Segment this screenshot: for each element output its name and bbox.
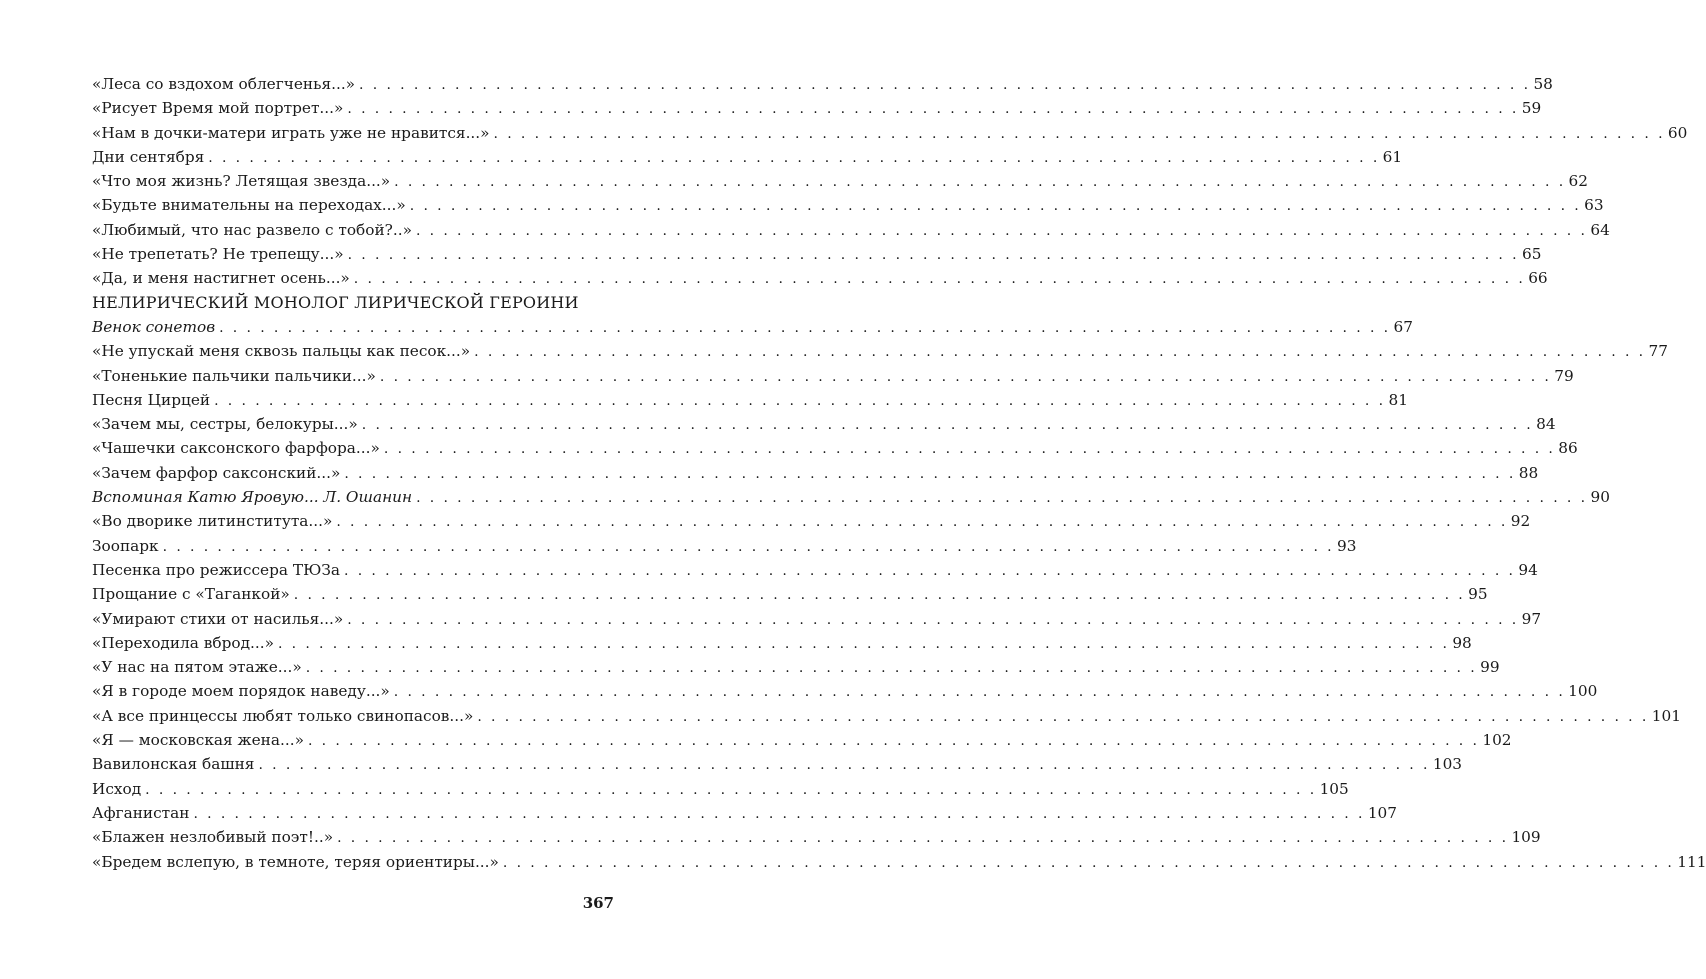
toc-entry bbox=[92, 242, 1542, 266]
toc-entry bbox=[92, 218, 1610, 242]
toc-entry-page: 61 bbox=[1382, 147, 1403, 166]
toc-entry-title: «Я в городе моем порядок наведу...» bbox=[92, 682, 390, 701]
dot-leader: . . . . . . . . . . . . . . . . . . . . . . . . . . . . . . . . . . . . . . . . . . . . . . . . . . . . . . . . . . . . . . . . . . . . . . . . . . . . . . . . . . . . . . bbox=[214, 392, 1386, 409]
toc-entry bbox=[92, 339, 1668, 363]
toc-entry-page: 66 bbox=[1528, 269, 1548, 288]
toc-entry-title: Афганистан bbox=[92, 803, 190, 822]
toc-entry-title: Зоопарк bbox=[92, 536, 159, 555]
toc-entry bbox=[92, 96, 1542, 120]
toc-entry-title: «Бредем вслепую, в темноте, теряя ориентиры...» bbox=[92, 852, 499, 871]
dot-leader: . . . . . . . . . . . . . . . . . . . . . . . . . . . . . . . . . . . . . . . . . . . . . . . . . . . . . . . . . . . . . . . . . . . . . . . . . . . . . . . . . . . . . . bbox=[305, 660, 1478, 677]
toc-entry-title: «Я — московская жена...» bbox=[92, 731, 304, 750]
dot-leader: . . . . . . . . . . . . . . . . . . . . . . . . . . . . . . . . . . . . . . . . . . . . . . . . . . . . . . . . . . . . . . . . . . . . . . . . . . . . . . . . . . . . . . bbox=[208, 149, 1380, 166]
toc-entry bbox=[92, 534, 1357, 558]
toc-entry bbox=[92, 485, 1610, 509]
toc-entry bbox=[92, 193, 1604, 217]
toc-entry bbox=[92, 825, 1541, 849]
toc-entry-title: Прощание с «Таганкой» bbox=[92, 585, 290, 604]
toc-entry-page: 97 bbox=[1521, 609, 1542, 628]
toc-entry-page: 77 bbox=[1648, 342, 1668, 361]
dot-leader: . . . . . . . . . . . . . . . . . . . . . . . . . . . . . . . . . . . . . . . . . . . . . . . . . . . . . . . . . . . . . . . . . . . . . . . . . . . . . . . . . . . . . . bbox=[477, 708, 1649, 725]
toc-entry bbox=[92, 266, 1548, 290]
dot-leader: . . . . . . . . . . . . . . . . . . . . . . . . . . . . . . . . . . . . . . . . . . . . . . . . . . . . . . . . . . . . . . . . . . . . . . . . . . . . . . . . . . . . . . bbox=[409, 198, 1582, 215]
dot-leader: . . . . . . . . . . . . . . . . . . . . . . . . . . . . . . . . . . . . . . . . . . . . . . . . . . . . . . . . . . . . . . . . . . . . . . . . . . . . . . . . . . . . . . bbox=[415, 222, 1588, 239]
toc-entry-page: 111 bbox=[1677, 852, 1706, 871]
toc-entry-page: 102 bbox=[1482, 731, 1512, 750]
dot-leader: . . . . . . . . . . . . . . . . . . . . . . . . . . . . . . . . . . . . . . . . . . . . . . . . . . . . . . . . . . . . . . . . . . . . . . . . . . . . . . . . . . . . . . bbox=[219, 319, 1391, 336]
toc-entry-page: 81 bbox=[1388, 390, 1408, 409]
dot-leader: . . . . . . . . . . . . . . . . . . . . . . . . . . . . . . . . . . . . . . . . . . . . . . . . . . . . . . . . . . . . . . . . . . . . . . . . . . . . . . . . . . . . . . bbox=[344, 562, 1516, 579]
toc-entry bbox=[92, 607, 1542, 631]
toc-entry-title: «Блажен незлобивый поэт!..» bbox=[92, 828, 334, 847]
dot-leader: . . . . . . . . . . . . . . . . . . . . . . . . . . . . . . . . . . . . . . . . . . . . . . . . . . . . . . . . . . . . . . . . . . . . . . . . . . . . . . . . . . . . . . bbox=[307, 733, 1480, 750]
toc-entry-page: 99 bbox=[1480, 658, 1500, 677]
toc-entry bbox=[92, 461, 1539, 485]
toc-entry-page: 90 bbox=[1590, 488, 1610, 507]
dot-leader: . . . . . . . . . . . . . . . . . . . . . . . . . . . . . . . . . . . . . . . . . . . . . . . . . . . . . . . . . . . . . . . . . . . . . . . . . . . . . . . . . . . . . . bbox=[379, 368, 1552, 385]
toc-entry bbox=[92, 436, 1578, 460]
toc-entry bbox=[92, 145, 1403, 169]
toc-entry-page: 107 bbox=[1367, 803, 1398, 822]
toc-entry-title: Песня Цирцей bbox=[92, 390, 211, 409]
toc-entry-title: «Чашечки саксонского фарфора...» bbox=[92, 439, 380, 458]
toc-entry-title: «Будьте внимательны на переходах...» bbox=[92, 196, 406, 215]
dot-leader: . . . . . . . . . . . . . . . . . . . . . . . . . . . . . . . . . . . . . . . . . . . . . . . . . . . . . . . . . . . . . . . . . . . . . . . . . . . . . . . . . . . . . . bbox=[393, 684, 1566, 701]
toc-entry-page: 64 bbox=[1590, 220, 1610, 239]
toc-entry bbox=[92, 850, 1706, 874]
toc-entry-title: «Умирают стихи от насилья...» bbox=[92, 609, 344, 628]
toc-entry-title: «Да, и меня настигнет осень...» bbox=[92, 269, 350, 288]
toc-entry-title: «Переходила вброд...» bbox=[92, 633, 274, 652]
toc-entry bbox=[92, 364, 1574, 388]
toc-entry bbox=[92, 72, 1553, 96]
toc-entry-page: 67 bbox=[1393, 317, 1413, 336]
section-heading: НЕЛИРИЧЕСКИЙ МОНОЛОГ ЛИРИЧЕСКОЙ ГЕРОИНИ bbox=[92, 292, 579, 312]
toc-entry-page: 94 bbox=[1518, 560, 1538, 579]
dot-leader: . . . . . . . . . . . . . . . . . . . . . . . . . . . . . . . . . . . . . . . . . . . . . . . . . . . . . . . . . . . . . . . . . . . . . . . . . . . . . . . . . . . . . . bbox=[359, 77, 1531, 93]
toc-entry-title: «Рисует Время мой портрет...» bbox=[92, 99, 344, 118]
toc-entry-title: «А все принцессы любят только свинопасов...» bbox=[92, 706, 474, 725]
toc-entry-title: «Что моя жизнь? Летящая звезда...» bbox=[92, 172, 391, 191]
toc-entry-page: 88 bbox=[1518, 463, 1539, 482]
toc-entry-title: «Любимый, что нас развело с тобой?..» bbox=[92, 220, 412, 239]
toc-entry-title: «Зачем мы, сестры, белокуры...» bbox=[92, 415, 358, 434]
toc-entry-title: «Тоненькие пальчики пальчики...» bbox=[92, 366, 376, 385]
dot-leader: . . . . . . . . . . . . . . . . . . . . . . . . . . . . . . . . . . . . . . . . . . . . . . . . . . . . . . . . . . . . . . . . . . . . . . . . . . . . . . . . . . . . . . bbox=[383, 441, 1556, 458]
toc-entry-title: «У нас на пятом этаже...» bbox=[92, 658, 302, 677]
toc-entry bbox=[92, 704, 1681, 728]
toc-entry-page: 93 bbox=[1337, 536, 1357, 555]
dot-leader: . . . . . . . . . . . . . . . . . . . . . . . . . . . . . . . . . . . . . . . . . . . . . . . . . . . . . . . . . . . . . . . . . . . . . . . . . . . . . . . . . . . . . . bbox=[394, 174, 1566, 191]
dot-leader: . . . . . . . . . . . . . . . . . . . . . . . . . . . . . . . . . . . . . . . . . . . . . . . . . . . . . . . . . . . . . . . . . . . . . . . . . . . . . . . . . . . . . . bbox=[502, 854, 1675, 871]
dot-leader: . . . . . . . . . . . . . . . . . . . . . . . . . . . . . . . . . . . . . . . . . . . . . . . . . . . . . . . . . . . . . . . . . . . . . . . . . . . . . . . . . . . . . . bbox=[361, 417, 1534, 434]
toc-entry-page: 98 bbox=[1452, 633, 1472, 652]
toc-entry bbox=[92, 315, 1413, 339]
dot-leader: . . . . . . . . . . . . . . . . . . . . . . . . . . . . . . . . . . . . . . . . . . . . . . . . . . . . . . . . . . . . . . . . . . . . . . . . . . . . . . . . . . . . . . bbox=[416, 490, 1588, 507]
toc-entry bbox=[92, 752, 1463, 776]
toc-entry bbox=[92, 121, 1688, 145]
toc-entry-title: Венок сонетов bbox=[92, 317, 216, 336]
dot-leader: . . . . . . . . . . . . . . . . . . . . . . . . . . . . . . . . . . . . . . . . . . . . . . . . . . . . . . . . . . . . . . . . . . . . . . . . . . . . . . . . . . . . . . bbox=[293, 587, 1466, 604]
toc-entry-page: 58 bbox=[1533, 75, 1553, 93]
toc-entry-page: 100 bbox=[1568, 682, 1598, 701]
toc-entry bbox=[92, 801, 1398, 825]
toc-entry-page: 59 bbox=[1521, 99, 1542, 118]
dot-leader: . . . . . . . . . . . . . . . . . . . . . . . . . . . . . . . . . . . . . . . . . . . . . . . . . . . . . . . . . . . . . . . . . . . . . . . . . . . . . . . . . . . . . . bbox=[193, 805, 1365, 822]
toc-entry-title: Дни сентября bbox=[92, 147, 205, 166]
toc-entry-title: «Во дворике литинститута...» bbox=[92, 512, 333, 531]
toc-entry-title: Исход bbox=[92, 779, 142, 798]
dot-leader: . . . . . . . . . . . . . . . . . . . . . . . . . . . . . . . . . . . . . . . . . . . . . . . . . . . . . . . . . . . . . . . . . . . . . . . . . . . . . . . . . . . . . . bbox=[344, 465, 1516, 482]
dot-leader: . . . . . . . . . . . . . . . . . . . . . . . . . . . . . . . . . . . . . . . . . . . . . . . . . . . . . . . . . . . . . . . . . . . . . . . . . . . . . . . . . . . . . . bbox=[347, 247, 1519, 264]
dot-leader: . . . . . . . . . . . . . . . . . . . . . . . . . . . . . . . . . . . . . . . . . . . . . . . . . . . . . . . . . . . . . . . . . . . . . . . . . . . . . . . . . . . . . . bbox=[336, 514, 1508, 531]
toc-entry-title: Песенка про режиссера ТЮЗа bbox=[92, 560, 340, 579]
dot-leader: . . . . . . . . . . . . . . . . . . . . . . . . . . . . . . . . . . . . . . . . . . . . . . . . . . . . . . . . . . . . . . . . . . . . . . . . . . . . . . . . . . . . . . bbox=[162, 538, 1335, 555]
toc-entry-title: «Не упускай меня сквозь пальцы как песок...» bbox=[92, 342, 471, 361]
toc-entry bbox=[92, 558, 1538, 582]
dot-leader: . . . . . . . . . . . . . . . . . . . . . . . . . . . . . . . . . . . . . . . . . . . . . . . . . . . . . . . . . . . . . . . . . . . . . . . . . . . . . . . . . . . . . . bbox=[493, 125, 1665, 142]
dot-leader: . . . . . . . . . . . . . . . . . . . . . . . . . . . . . . . . . . . . . . . . . . . . . . . . . . . . . . . . . . . . . . . . . . . . . . . . . . . . . . . . . . . . . . bbox=[474, 344, 1646, 361]
toc-entry bbox=[92, 655, 1500, 679]
toc-entry-page: 92 bbox=[1510, 512, 1531, 531]
toc-entry-page: 63 bbox=[1584, 196, 1604, 215]
toc-entry-page: 62 bbox=[1568, 172, 1589, 191]
toc-entry-page: 65 bbox=[1521, 245, 1542, 264]
toc-entry bbox=[92, 679, 1598, 703]
dot-leader: . . . . . . . . . . . . . . . . . . . . . . . . . . . . . . . . . . . . . . . . . . . . . . . . . . . . . . . . . . . . . . . . . . . . . . . . . . . . . . . . . . . . . . bbox=[145, 781, 1317, 798]
toc-entry bbox=[92, 728, 1512, 752]
toc-entry-page: 95 bbox=[1468, 585, 1488, 604]
dot-leader: . . . . . . . . . . . . . . . . . . . . . . . . . . . . . . . . . . . . . . . . . . . . . . . . . . . . . . . . . . . . . . . . . . . . . . . . . . . . . . . . . . . . . . bbox=[353, 271, 1526, 288]
toc-entry-title: «Нам в дочки-матери играть уже не нравится...» bbox=[92, 123, 490, 142]
dot-leader: . . . . . . . . . . . . . . . . . . . . . . . . . . . . . . . . . . . . . . . . . . . . . . . . . . . . . . . . . . . . . . . . . . . . . . . . . . . . . . . . . . . . . . bbox=[258, 757, 1430, 774]
page-number: 367 bbox=[582, 894, 614, 912]
toc-entry-page: 109 bbox=[1511, 828, 1541, 847]
toc-entry-page: 79 bbox=[1554, 366, 1574, 385]
dot-leader: . . . . . . . . . . . . . . . . . . . . . . . . . . . . . . . . . . . . . . . . . . . . . . . . . . . . . . . . . . . . . . . . . . . . . . . . . . . . . . . . . . . . . . bbox=[277, 635, 1450, 652]
toc-entry bbox=[92, 388, 1408, 412]
toc-entry-page: 101 bbox=[1651, 706, 1681, 725]
toc-entry-title: Вспоминая Катю Яровую... Л. Ошанин bbox=[92, 488, 413, 507]
toc-entry-title: Вавилонская башня bbox=[92, 755, 255, 774]
toc-entry-title: «Зачем фарфор саксонский...» bbox=[92, 463, 341, 482]
toc-entry bbox=[92, 582, 1488, 606]
toc-entry bbox=[92, 509, 1531, 533]
toc-entry bbox=[92, 169, 1589, 193]
toc-entry-page: 103 bbox=[1432, 755, 1463, 774]
toc-entry-page: 60 bbox=[1667, 123, 1688, 142]
toc-entry bbox=[92, 631, 1472, 655]
toc-entry-page: 84 bbox=[1536, 415, 1556, 434]
toc-entry-page: 105 bbox=[1319, 779, 1349, 798]
toc-entry-title: «Леса со вздохом облегченья...» bbox=[92, 75, 356, 93]
dot-leader: . . . . . . . . . . . . . . . . . . . . . . . . . . . . . . . . . . . . . . . . . . . . . . . . . . . . . . . . . . . . . . . . . . . . . . . . . . . . . . . . . . . . . . bbox=[347, 611, 1519, 628]
toc-entry bbox=[92, 412, 1556, 436]
toc-entry-page: 86 bbox=[1558, 439, 1578, 458]
table-of-contents bbox=[92, 72, 1706, 874]
dot-leader: . . . . . . . . . . . . . . . . . . . . . . . . . . . . . . . . . . . . . . . . . . . . . . . . . . . . . . . . . . . . . . . . . . . . . . . . . . . . . . . . . . . . . . bbox=[347, 101, 1519, 118]
dot-leader: . . . . . . . . . . . . . . . . . . . . . . . . . . . . . . . . . . . . . . . . . . . . . . . . . . . . . . . . . . . . . . . . . . . . . . . . . . . . . . . . . . . . . . bbox=[337, 830, 1509, 847]
toc-entry bbox=[92, 777, 1349, 801]
toc-entry-title: «Не трепетать? Не трепещу...» bbox=[92, 245, 344, 264]
